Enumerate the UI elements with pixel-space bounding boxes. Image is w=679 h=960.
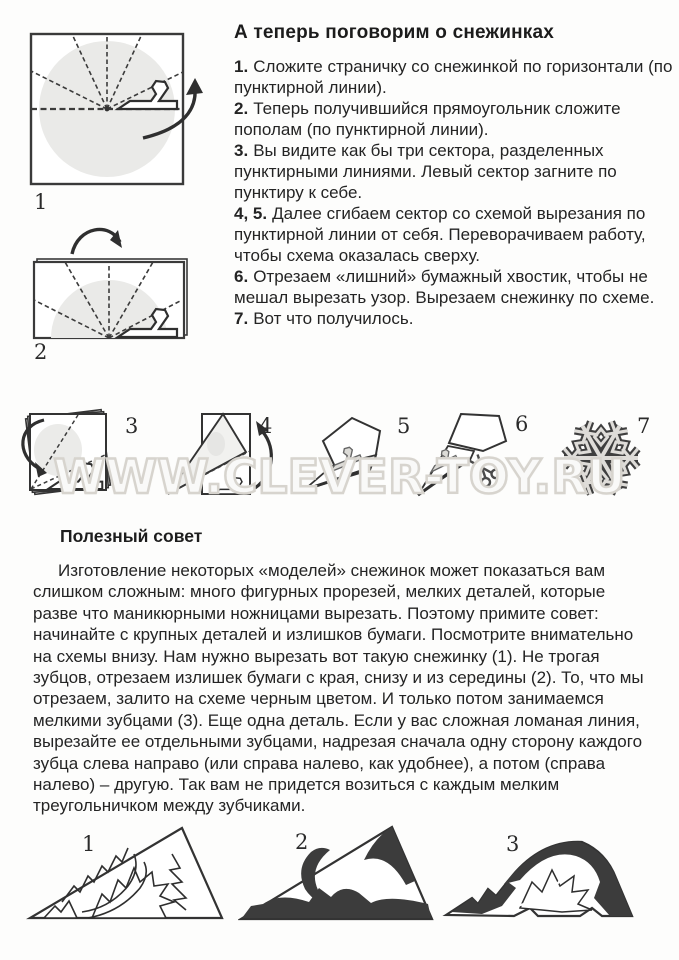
diagram-step-2 [22,218,202,342]
scheme-1-outline-pattern [22,824,228,926]
instruction-number: 4, 5. [234,204,268,223]
instruction-text: Далее сгибаем сектор со схемой вырезания по пунктирной линии от себя. Переворачиваем работу, чтобы схема оказалась сверху. [234,204,646,265]
instruction-text: Вы видите как бы три сектора, разделенных пунктирными линиями. Левый сектор загните по пунктиру к себе. [234,141,617,202]
fold-arrow-icon [72,230,122,255]
instruction-item [234,56,676,98]
instruction-number: 7. [234,309,249,328]
figure-number: 1 [34,190,48,214]
tip-body: Изготовление некоторых «моделей» снежинок может показаться вам слишком сложным: много фигурных прорезей, мелких деталей, которые разве что маникюрными ножницами вырезать. Поэтому примите совет: начинайте с крупных деталей и излишков бумаги. Посмотрите внимательно на схемы внизу. Нам нужно вырезать вот такую снежинку (1). Не трогая зубцов, отрезаем излишек бумаги с края, снизу и из середины (2). То, что мы отрезаем, залито на схеме черным цветом. И только потом занимаемся мелкими зубцами (3). Еще одна деталь. Если у вас сложная ломаная линия, вырезайте ее отдельными зубцами, надрезая сначала одну сторону каждого зубца слева направо (или справа налево, как удобнее), а потом (справа налево) – другую. Так вам не придется возиться с каждым мелким треугольничком между зубчиками. [33,561,644,816]
instruction-number: 6. [234,267,249,286]
instruction-number: 3. [234,141,249,160]
instruction-number: 1. [234,57,249,76]
instruction-text: Теперь получившийся прямоугольник сложите пополам (по пунктирной линии). [234,99,621,139]
instruction-number: 2. [234,99,249,118]
diagram-step-3 [14,396,134,506]
watermark: WWW.CLEVER-TOY.RU [53,450,626,505]
figure-number: 3 [125,414,139,438]
instruction-text: Отрезаем «лишний» бумажный хвостик, чтобы не мешал вырезать узор. Вырезаем снежинку по схеме. [234,267,655,307]
scheme-number: 3 [506,832,520,856]
figure-number: 4 [259,414,273,438]
instruction-item [234,266,676,308]
instruction-text: Сложите страничку со снежинкой по горизонтали (по пунктирной линии). [234,57,673,97]
diagram-step-5 [280,408,405,508]
instructions-list [234,56,676,329]
diagram-step-1 [25,28,210,193]
instruction-item [234,203,676,266]
instruction-text: Вот что получилось. [253,309,414,328]
tip-heading: Полезный совет [60,526,203,546]
figure-number: 7 [637,414,651,438]
instruction-item [234,140,676,203]
instruction-item [234,98,676,140]
cut-off-flap [449,414,506,451]
scheme-number: 1 [82,832,96,856]
scheme-2-large-cutouts [238,824,440,926]
instruction-item [234,308,676,329]
page-title: А теперь поговорим о снежинках [234,22,555,43]
scheme-number: 2 [295,830,309,854]
figure-number: 6 [515,412,529,436]
figure-number: 5 [397,414,411,438]
scheme-3-finished-cut [442,826,644,926]
figure-number: 2 [34,340,48,364]
